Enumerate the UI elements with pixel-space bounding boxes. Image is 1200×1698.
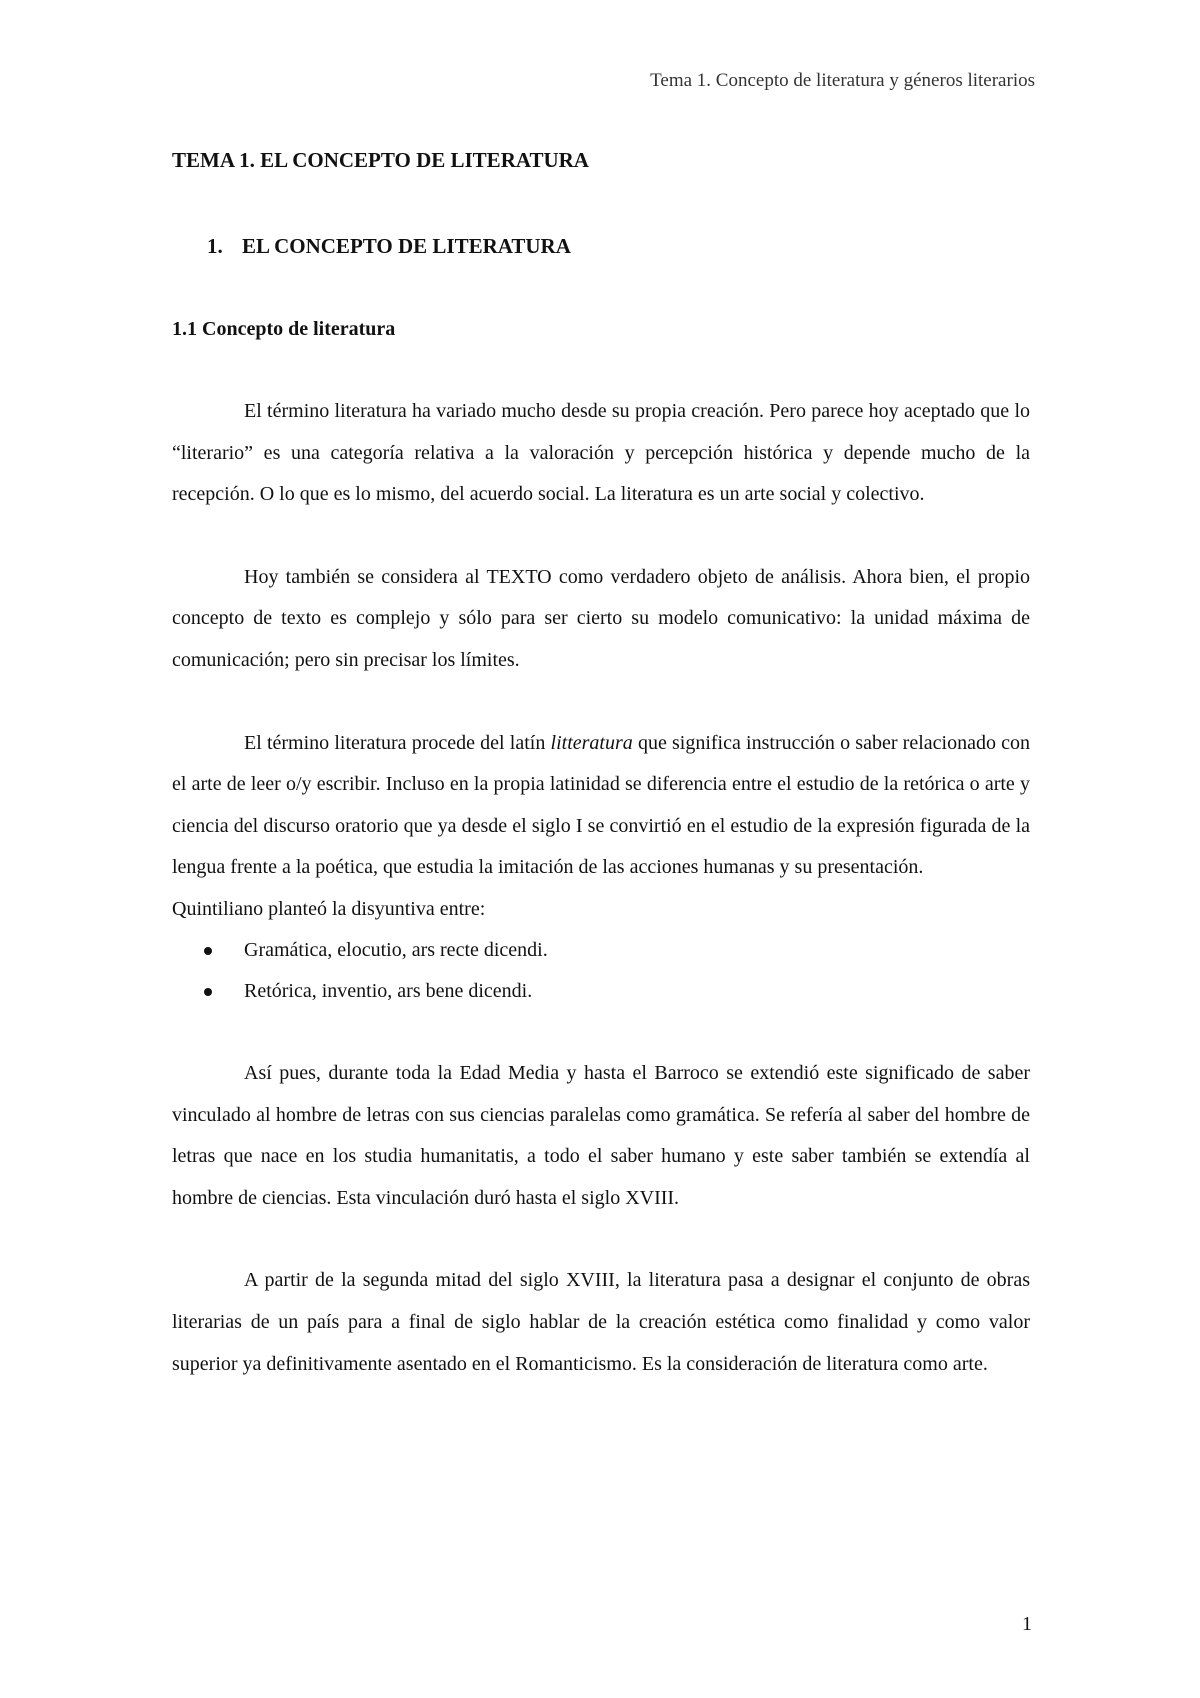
paragraph-5: Así pues, durante toda la Edad Media y hasta el Barroco se extendió este significado de saber vinculado al hombre de letras con sus ciencias paralelas como gramática. Se refería al saber del hombre de letras que nace en los studia humanitatis, a todo el saber humano y este saber también se extendía al hombre de ciencias. Esta vinculación duró hasta el siglo XVIII. — [172, 1061, 1030, 1209]
page-content — [172, 136, 1030, 1385]
list-item — [172, 930, 1030, 971]
paragraph-3-latin-term: litteratura — [550, 731, 633, 754]
list-item — [172, 971, 1030, 1012]
paragraph-3-text-start: El término literatura procede del latín — [244, 731, 551, 754]
section-title: EL CONCEPTO DE LITERATURA — [242, 234, 571, 258]
subsection-heading: 1.1 Concepto de literatura — [172, 318, 396, 340]
paragraph-1: El término literatura ha variado mucho desde su propia creación. Pero parece hoy aceptado que lo “literario” es una categoría relativa a la valoración y percepción histórica y depende mucho de la recepción. O lo que es lo mismo, del acuerdo social. La literatura es un arte social y colectivo. — [172, 400, 1030, 506]
paragraph-6: A partir de la segunda mitad del siglo XVIII, la literatura pasa a designar el conjunto de obras literarias de un país para a final de siglo hablar de la creación estética como finalidad y como valor superior ya definitivamente asentado en el Romanticismo. Es la consideración de literatura como arte. — [172, 1269, 1030, 1375]
section-number: 1. — [207, 234, 223, 258]
bullet-icon — [204, 947, 212, 955]
list-item-text: Retórica, inventio, ars bene dicendi. — [244, 979, 533, 1002]
bullet-list — [172, 930, 1030, 1012]
paragraph-3 — [172, 723, 1030, 889]
list-item-text: Gramática, elocutio, ars recte dicendi. — [244, 938, 548, 961]
running-header: Tema 1. Concepto de literatura y géneros literarios — [650, 70, 1035, 91]
paragraph-2: Hoy también se considera al TEXTO como verdadero objeto de análisis. Ahora bien, el propio concepto de texto es complejo y sólo para ser cierto su modelo comunicativo: la unidad máxima de comunicación; pero sin precisar los límites. — [172, 565, 1030, 671]
paragraph-4: Quintiliano planteó la disyuntiva entre: — [172, 897, 486, 920]
section-heading — [172, 222, 1030, 270]
paragraph-3-text-end: que significa instrucción o saber relacionado con el arte de leer o/y escribir. Incluso en la propia latinidad se diferencia entre el estudio de la retórica o arte y ciencia del discurso oratorio que ya desde el siglo I se convirtió en el estudio de la expresión figurada de la lengua frente a la poética, que estudia la imitación de las acciones humanas y su presentación. — [172, 731, 1031, 879]
bullet-icon — [204, 988, 212, 996]
document-title: TEMA 1. EL CONCEPTO DE LITERATURA — [172, 148, 589, 172]
page-number: 1 — [1022, 1613, 1032, 1635]
